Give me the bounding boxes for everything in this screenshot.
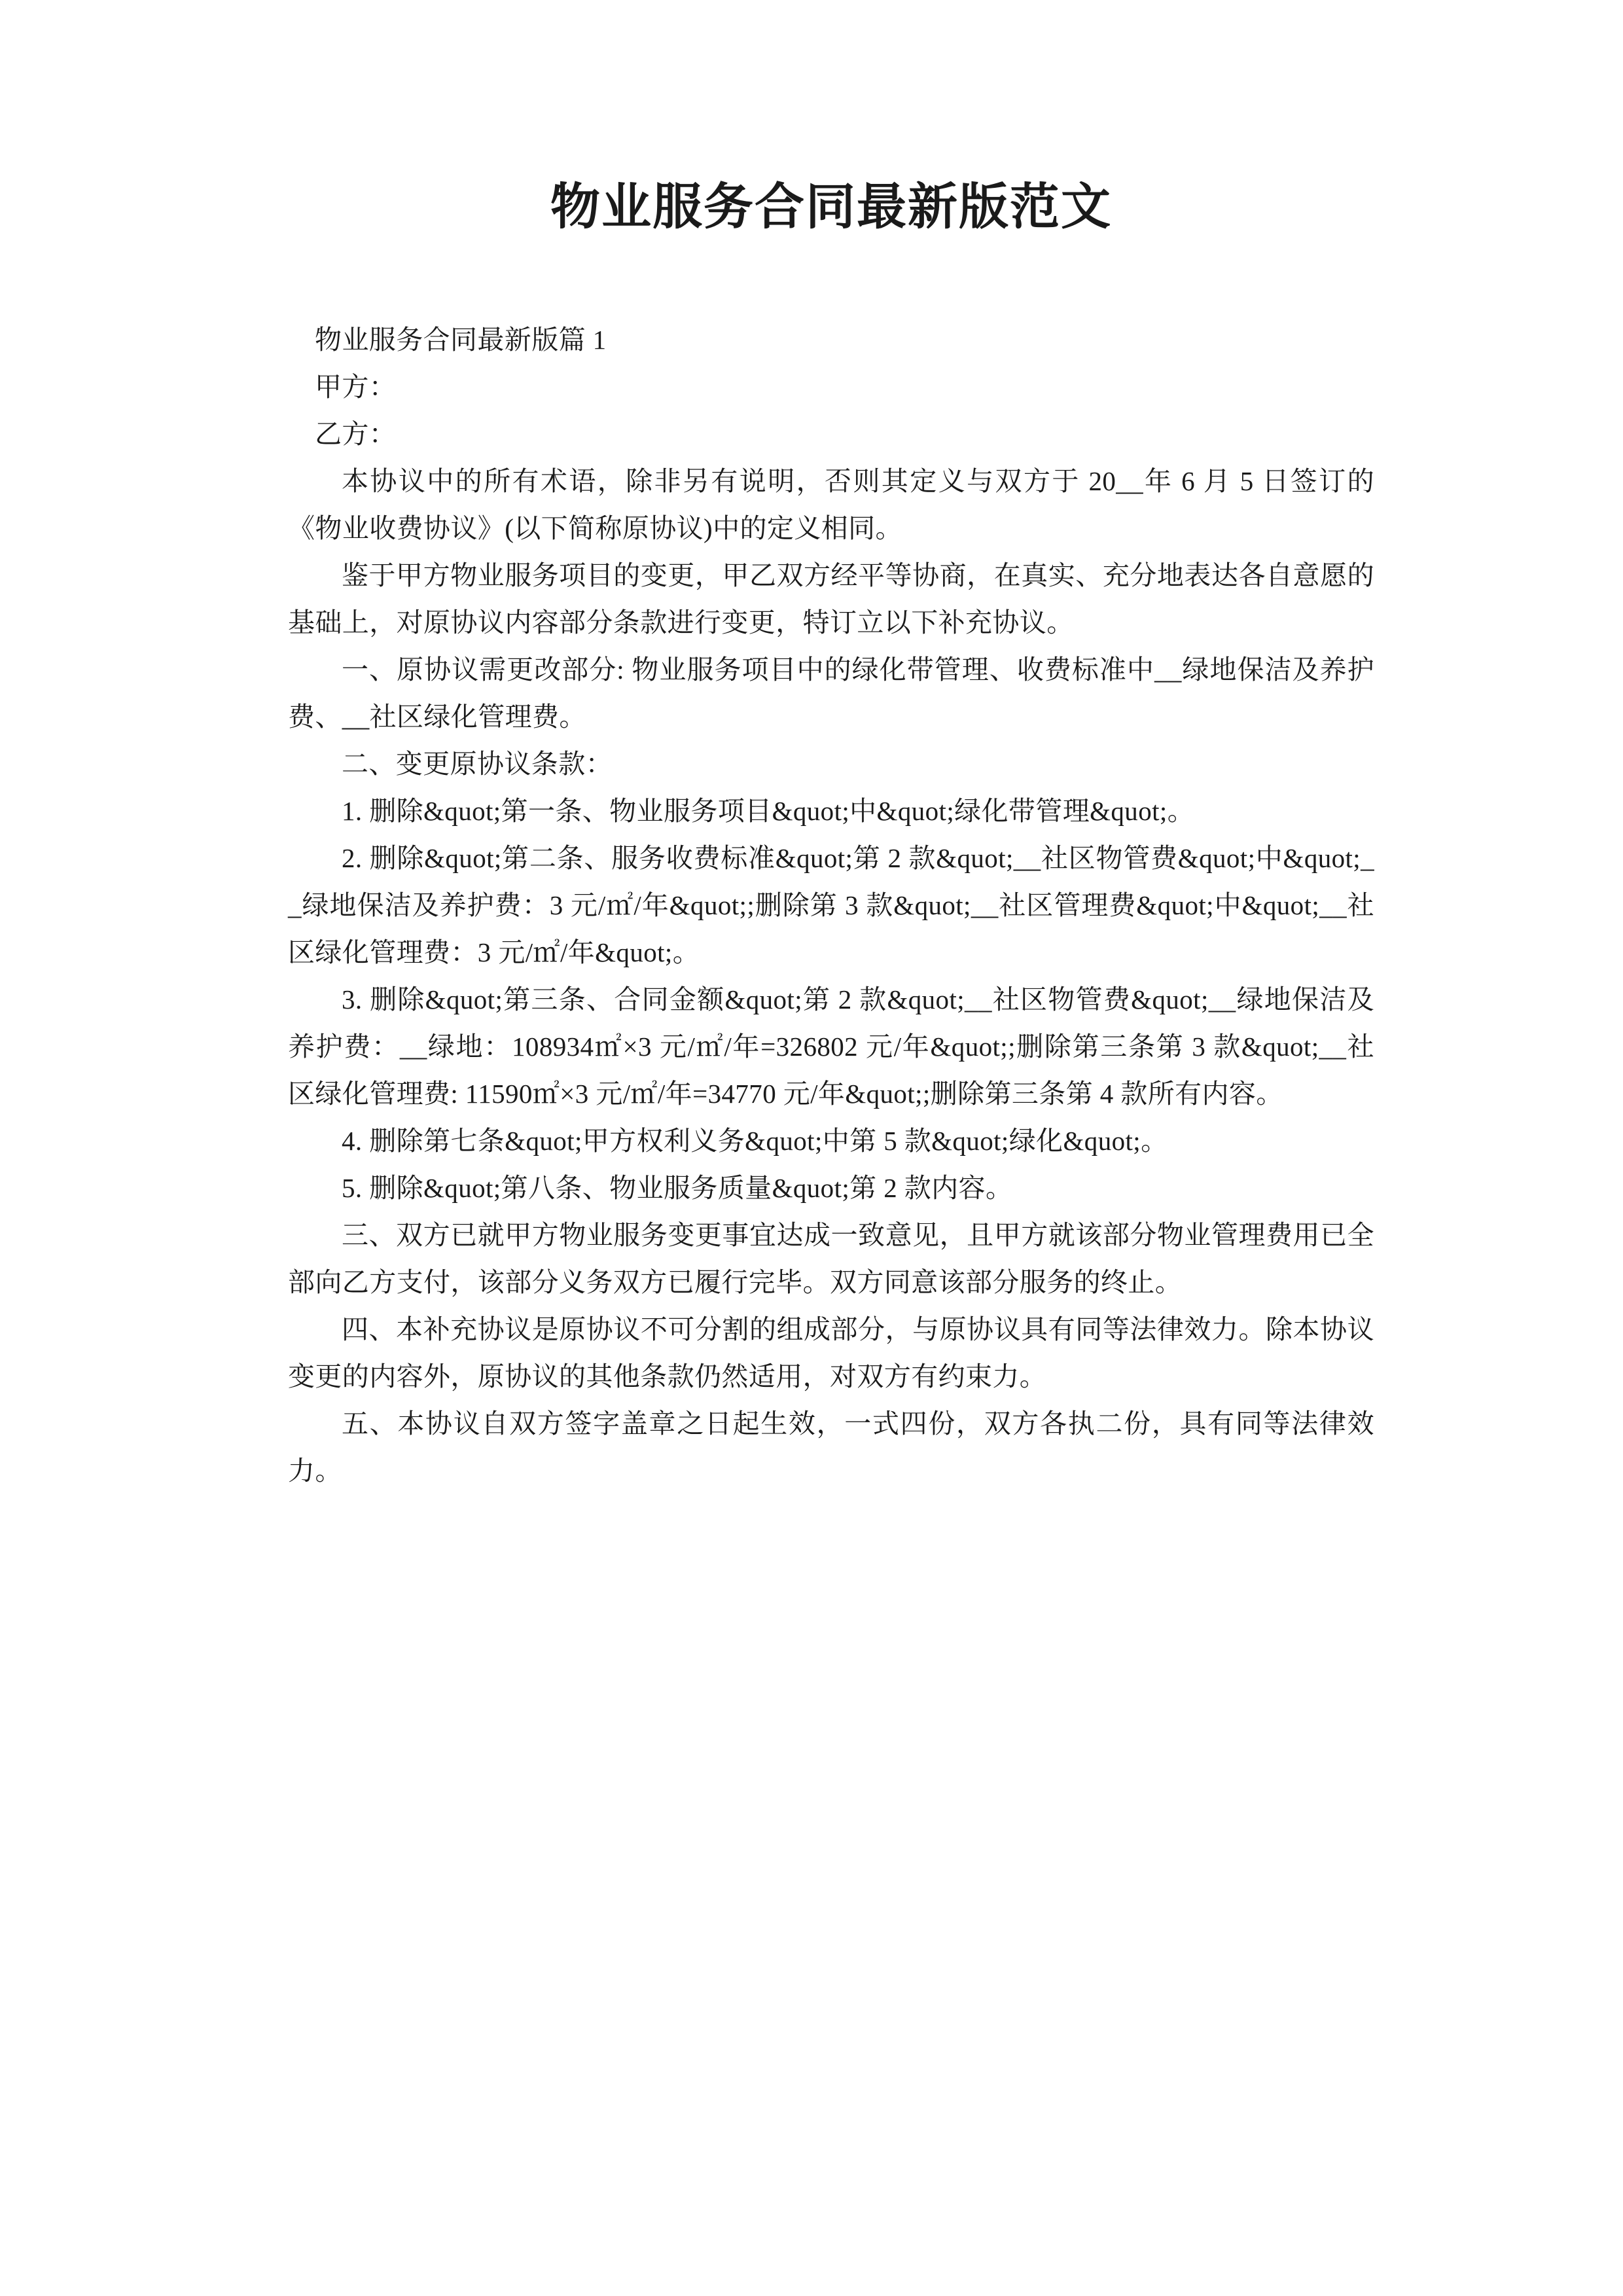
party-a-label: 甲方： bbox=[315, 372, 397, 402]
paragraph-article-five: 五、本协议自双方签字盖章之日起生效，一式四份，双方各执二份，具有同等法律效力。 bbox=[288, 1408, 1374, 1486]
paragraph-article-two-heading: 二、变更原协议条款： bbox=[342, 749, 613, 779]
document-content bbox=[288, 0, 1374, 1494]
paragraph-whereas: 鉴于甲方物业服务项目的变更，甲乙双方经平等协商，在真实、充分地表达各自意愿的基础上，对原协议内容部分条款进行变更，特订立以下补充协议。 bbox=[288, 560, 1374, 637]
list-item-4: 4. 删除第七条&quot;甲方权利义务&quot;中第 5 款&quot;绿化&quot;。 bbox=[342, 1126, 1168, 1156]
list-item-5: 5. 删除&quot;第八条、物业服务质量&quot;第 2 款内容。 bbox=[342, 1173, 1013, 1203]
list-item-1: 1. 删除&quot;第一条、物业服务项目&quot;中&quot;绿化带管理&quot;。 bbox=[342, 796, 1195, 826]
paragraph-preamble-terms: 本协议中的所有术语，除非另有说明，否则其定义与双方于 20__年 6 月 5 日签订的《物业收费协议》(以下简称原协议)中的定义相同。 bbox=[288, 466, 1374, 543]
document-body bbox=[288, 316, 1374, 1494]
list-item-3: 3. 删除&quot;第三条、合同金额&quot;第 2 款&quot;__社区物管费&quot;__绿地保洁及养护费：__绿地：108934㎡×3 元/㎡/年=326802 元/年&quot;;删除第三条第 3 款&quot;__社区绿化管理费: 11590㎡×3 元/㎡/年=34770 元/年&quot;;删除第三条第 4 款所有内容。 bbox=[288, 984, 1374, 1109]
section-heading: 物业服务合同最新版篇 1 bbox=[315, 325, 607, 355]
paragraph-article-four: 四、本补充协议是原协议不可分割的组成部分，与原协议具有同等法律效力。除本协议变更的内容外，原协议的其他条款仍然适用，对双方有约束力。 bbox=[288, 1314, 1374, 1391]
page-title: 物业服务合同最新版范文 bbox=[550, 180, 1112, 235]
paragraph-article-one: 一、原协议需更改部分: 物业服务项目中的绿化带管理、收费标准中__绿地保洁及养护费、__社区绿化管理费。 bbox=[288, 655, 1374, 732]
party-b-label: 乙方： bbox=[315, 419, 397, 449]
paragraph-article-three: 三、双方已就甲方物业服务变更事宜达成一致意见，且甲方就该部分物业管理费用已全部向乙方支付，该部分义务双方已履行完毕。双方同意该部分服务的终止。 bbox=[288, 1220, 1374, 1297]
list-item-2: 2. 删除&quot;第二条、服务收费标准&quot;第 2 款&quot;__社区物管费&quot;中&quot;__绿地保洁及养护费：3 元/㎡/年&quot;;删除第 3 款&quot;__社区管理费&quot;中&quot;__社区绿化管理费：3 元/㎡/年&quot;。 bbox=[288, 843, 1374, 967]
